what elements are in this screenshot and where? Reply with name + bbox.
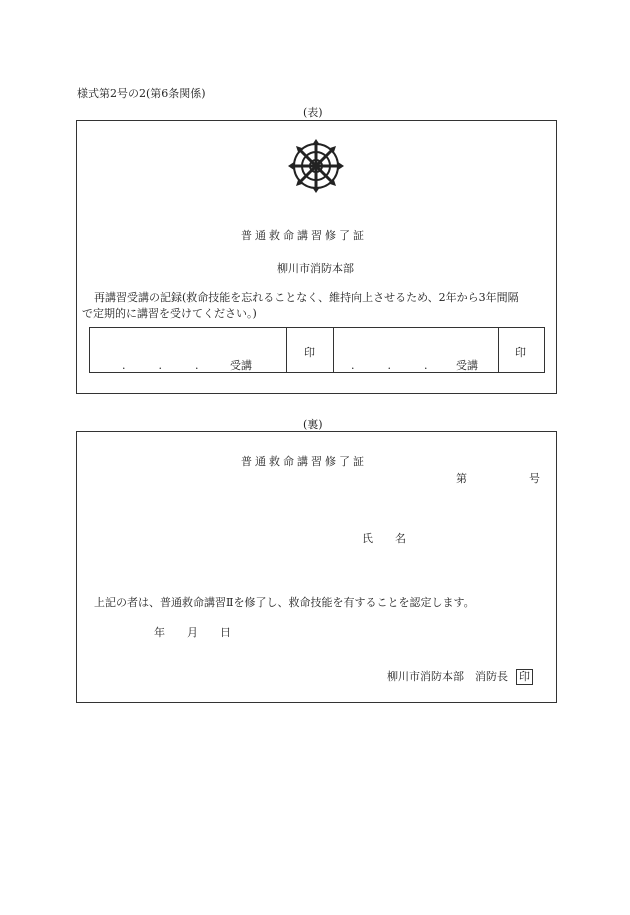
record-seal-cell: [499, 328, 544, 372]
record-seal-cell: [287, 328, 334, 372]
issuer-title: 柳川市消防本部 消防長: [387, 670, 508, 683]
record-date-cell: [90, 328, 287, 372]
record-seal-label: 印: [515, 346, 526, 359]
record-date-cell: [334, 328, 499, 372]
front-title: 普通救命講習修了証: [241, 229, 367, 242]
issuer-signature-line: [387, 668, 533, 685]
record-note-line2: で定期的に講習を受けてください。): [82, 307, 257, 320]
certificate-number-prefix: 第: [456, 472, 467, 485]
official-seal-box: 印: [516, 669, 533, 685]
front-side-label: (表): [303, 106, 323, 119]
front-issuer: 柳川市消防本部: [277, 262, 354, 275]
record-note-line1: 再講習受講の記録(救命技能を忘れることなく、維持向上させるため、2年から3年間隔: [94, 291, 519, 304]
back-card: [76, 431, 557, 703]
back-title: 普通救命講習修了証: [241, 455, 367, 468]
record-date-dots: . . .: [351, 359, 428, 372]
certification-text: 上記の者は、普通救命講習Ⅱを修了し、救命技能を有することを認定します。: [94, 596, 475, 609]
date-line: 年 月 日: [154, 626, 231, 639]
name-label: 氏 名: [362, 532, 406, 545]
form-label: 様式第2号の2(第6条関係): [77, 87, 206, 100]
record-attended-label: 受講: [230, 359, 252, 372]
front-card: [76, 120, 557, 394]
back-side-label: (裏): [303, 418, 323, 431]
record-date-dots: . . .: [122, 359, 199, 372]
record-seal-label: 印: [304, 346, 315, 359]
certificate-number-suffix: 号: [529, 472, 540, 485]
retraining-record-table: [89, 327, 545, 373]
fire-department-emblem-icon: [288, 139, 344, 193]
record-attended-label: 受講: [456, 359, 478, 372]
